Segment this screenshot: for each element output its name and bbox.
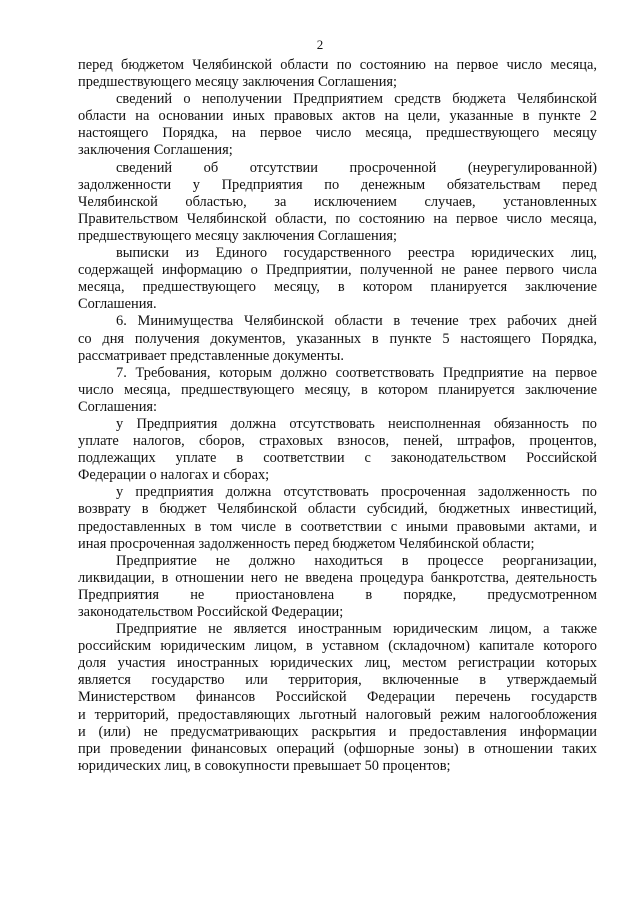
text-line: предшествующего месяцу заключения Соглашения; bbox=[78, 227, 398, 244]
text-line: настоящего Порядка, на первое число месяца, предшествующего месяцу bbox=[78, 125, 597, 142]
text-line: предшествующего месяцу заключения Соглашения; bbox=[78, 74, 398, 91]
text-line: заключения Соглашения; bbox=[78, 142, 233, 159]
text-line: у предприятия должна отсутствовать просроченная задолженность по bbox=[116, 484, 597, 501]
text-line: со дня получения документов, указанных в пункте 5 настоящего Порядка, bbox=[78, 330, 597, 347]
text-line: юридических лиц, в совокупности превышает 50 процентов; bbox=[78, 757, 451, 774]
text-line: предоставленных в том числе в соответствии с иными правовыми актами, и bbox=[78, 518, 597, 535]
text-line: области на основании иных правовых актов на цели, указанные в пункте 2 bbox=[78, 108, 597, 125]
text-line: при проведении финансовых операций (офшорные зоны) в отношении таких bbox=[78, 740, 597, 757]
text-line: Предприятие не должно находиться в процессе реорганизации, bbox=[116, 552, 597, 569]
text-line: и (или) не предусматривающих раскрытия и предоставления информации bbox=[78, 723, 597, 740]
text-line: Предприятие не является иностранным юридическим лицом, а также bbox=[116, 621, 597, 638]
text-line: ликвидации, в отношении него не введена процедура банкротства, деятельность bbox=[78, 569, 597, 586]
document-body bbox=[78, 57, 597, 775]
text-line: и территорий, предоставляющих льготный налоговый режим налогообложения bbox=[78, 706, 597, 723]
text-line: уплате налогов, сборов, страховых взносов, пеней, штрафов, процентов, bbox=[78, 433, 597, 450]
text-line: содержащей информацию о Предприятии, полученной не ранее первого числа bbox=[78, 262, 597, 279]
text-line: число месяца, предшествующего месяцу, в котором планируется заключение bbox=[78, 381, 597, 398]
text-line: сведений об отсутствии просроченной (неурегулированной) bbox=[116, 159, 597, 176]
text-line: у Предприятия должна отсутствовать неисполненная обязанность по bbox=[116, 415, 597, 432]
text-line: Правительством Челябинской области, по состоянию на первое число месяца, bbox=[78, 210, 597, 227]
text-line: иная просроченная задолженность перед бюджетом Челябинской области; bbox=[78, 535, 535, 552]
text-line: сведений о неполучении Предприятием средств бюджета Челябинской bbox=[116, 91, 597, 108]
text-line: рассматривает представленные документы. bbox=[78, 347, 344, 364]
text-line: месяца, предшествующего месяцу, в котором планируется заключение bbox=[78, 279, 597, 296]
text-line: Челябинской областью, за исключением случаев, установленных bbox=[78, 193, 597, 210]
text-line: Федерации о налогах и сборах; bbox=[78, 467, 270, 484]
text-line: Предприятия не приостановлена в порядке, предусмотренном bbox=[78, 586, 597, 603]
text-line: 7. Требования, которым должно соответствовать Предприятие на первое bbox=[116, 364, 597, 381]
text-line: законодательством Российской Федерации; bbox=[78, 604, 344, 620]
text-line: доля участия иностранных юридических лиц, местом регистрации которых bbox=[78, 655, 597, 672]
text-line: подлежащих уплате в соответствии с законодательством Российской bbox=[78, 450, 597, 467]
text-line: Соглашения. bbox=[78, 296, 157, 313]
page-number: 2 bbox=[316, 37, 324, 52]
text-line: Министерством финансов Российской Федерации перечень государств bbox=[78, 689, 597, 706]
text-line: является государство или территория, включенные в утверждаемый bbox=[78, 672, 597, 689]
text-line: выписки из Единого государственного реестра юридических лиц, bbox=[116, 245, 597, 262]
text-line: перед бюджетом Челябинской области по состоянию на первое число месяца, bbox=[78, 57, 597, 73]
text-line: 6. Минимущества Челябинской области в течение трех рабочих дней bbox=[116, 313, 597, 330]
text-line: задолженности у Предприятия по денежным обязательствам перед bbox=[78, 176, 597, 193]
text-line: российским юридическим лицом, в уставном (складочном) капитале которого bbox=[78, 638, 597, 655]
text-line: Соглашения: bbox=[78, 398, 158, 415]
text-line: возврату в бюджет Челябинской области субсидий, бюджетных инвестиций, bbox=[78, 501, 597, 518]
